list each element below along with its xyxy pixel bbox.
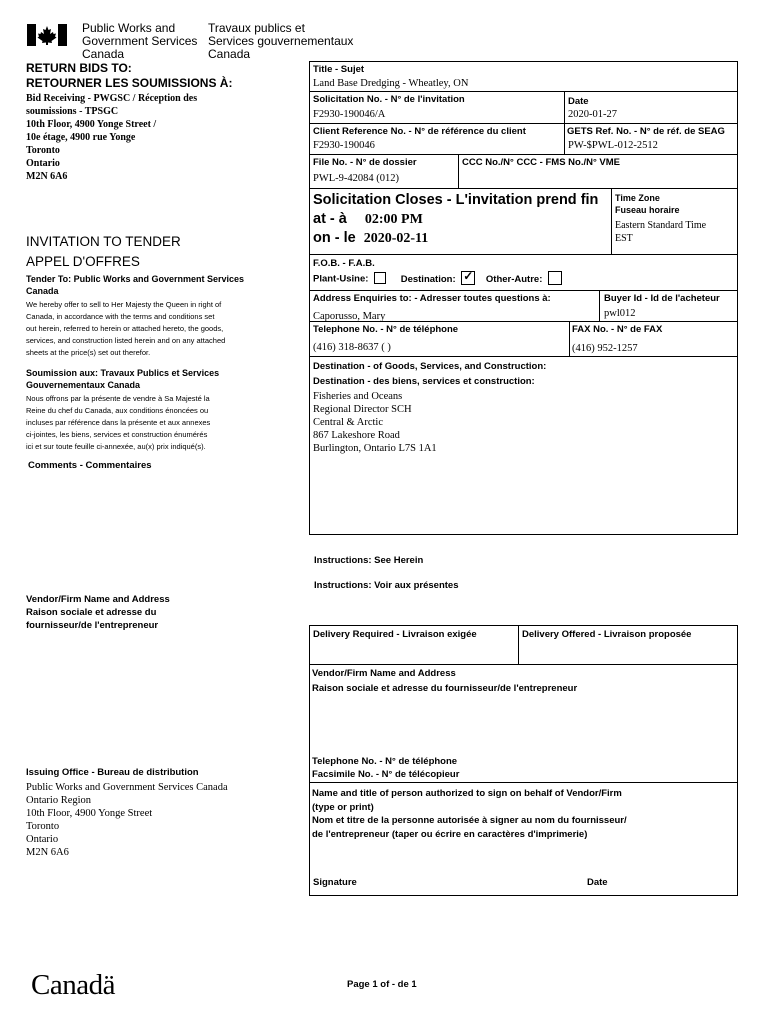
gets-label: GETS Ref. No. - N° de réf. de SEAG [567, 126, 725, 137]
dept-en-line1: Public Works and [82, 21, 176, 35]
vendor-firm-field[interactable] [312, 697, 732, 749]
soumission-line1: Soumission aux: Travaux Publics et Services [26, 368, 220, 378]
return-bids-title [26, 61, 232, 91]
tz-value1: Eastern Standard Time [615, 220, 707, 231]
delivery-required-label: Delivery Required - Livraison exigée [313, 629, 477, 640]
plant-label: Plant-Usine: [313, 273, 369, 285]
divider [309, 782, 738, 783]
plant-checkbox[interactable] [374, 272, 386, 284]
department-name-en [82, 22, 197, 61]
canada-flag-icon [27, 24, 67, 46]
destination-checkbox[interactable] [461, 271, 475, 285]
destination-address [313, 390, 437, 455]
on-value: 2020-02-11 [363, 231, 429, 246]
ccc-label: CCC No./N° CCC - FMS No./N° VME [462, 157, 621, 168]
divider [309, 254, 738, 255]
offer-fr-line: Nous offrons par la présente de vendre à Sa Majesté la [26, 394, 210, 403]
authorized-person-field[interactable] [312, 845, 732, 873]
solicitation-label: Solicitation No. - N° de l'invitation [313, 94, 465, 105]
issuing-line: Ontario Region [26, 795, 92, 806]
return-bids-en: RETURN BIDS TO: [26, 61, 132, 75]
offer-fr-line: ici et sur toute feuille ci-annexée, au(x) prix indiqué(s). [26, 442, 206, 451]
buyer-id-label: Buyer Id - Id de l'acheteur [604, 293, 720, 304]
auth-l3: Nom et titre de la personne autorisée à signer au nom du fournisseur/ [312, 815, 627, 826]
date-value: 2020-01-27 [568, 109, 617, 120]
vendor-left-label [26, 593, 170, 632]
dept-en-line2: Government Services [82, 34, 198, 48]
fob-label: F.O.B. - F.A.B. [313, 258, 375, 269]
vendor-left-l1: Vendor/Firm Name and Address [26, 594, 170, 605]
file-value: PWL-9-42084 (012) [313, 173, 400, 184]
dest-line: Burlington, Ontario L7S 1A1 [313, 443, 437, 454]
at-value: 02:00 PM [364, 212, 423, 227]
return-line: 10th Floor, 4900 Yonge Street / [26, 119, 157, 130]
divider [309, 91, 738, 92]
return-bids-fr: RETOURNER LES SOUMISSIONS À: [26, 76, 233, 90]
tz-label1: Time Zone [615, 193, 660, 203]
vendor-firm-label [312, 666, 577, 696]
divider [309, 356, 738, 357]
other-checkbox[interactable] [548, 271, 562, 285]
vendor-firm-l1: Vendor/Firm Name and Address [312, 668, 456, 679]
issuing-line: Toronto [26, 821, 60, 832]
tender-to-line1: Tender To: Public Works and Government Services [26, 274, 245, 284]
timezone-label [615, 192, 680, 216]
facsimile-label: Facsimile No. - N° de télécopieur [312, 769, 460, 780]
instructions-en: Instructions: See Herein [314, 555, 424, 566]
offer-text-fr [26, 393, 210, 453]
auth-l2: (type or print) [312, 801, 374, 813]
closes-label: Solicitation Closes - L'invitation prend fin [313, 192, 599, 208]
divider [309, 188, 738, 189]
dest-label1: Destination - of Goods, Services, and Construction: [313, 361, 547, 372]
offer-en-line: Canada, in accordance with the terms and conditions set [26, 312, 215, 321]
signature-date-label: Date [587, 877, 608, 888]
closes-on [313, 230, 428, 247]
return-line: Ontario [26, 158, 60, 169]
divider [564, 91, 565, 123]
dest-label2: Destination - des biens, services et construction: [313, 376, 535, 387]
dept-fr-line2: Services gouvernementaux [208, 34, 354, 48]
closes-at [313, 211, 423, 228]
soumission-aux [26, 367, 219, 391]
on-label: on - le [313, 230, 356, 246]
issuing-line: Ontario [26, 834, 59, 845]
offer-fr-line: incluses par référence dans la présente et aux annexes [26, 418, 211, 427]
issuing-office-label: Issuing Office - Bureau de distribution [26, 767, 199, 778]
return-line: Toronto [26, 145, 60, 156]
divider [564, 123, 565, 154]
issuing-line: M2N 6A6 [26, 847, 69, 858]
telephone-value: (416) 318-8637 ( ) [313, 342, 391, 353]
address-enquiries-value: Caporusso, Mary [313, 311, 386, 322]
file-label: File No. - N° de dossier [313, 157, 417, 168]
page-number: Page 1 of - de 1 [347, 979, 417, 990]
dest-line: Central & Arctic [313, 417, 383, 428]
divider [518, 625, 519, 664]
tender-to-line2: Canada [26, 286, 59, 296]
return-line: Bid Receiving - PWGSC / Réception des [26, 93, 198, 104]
issuing-line: Public Works and Government Services Canada [26, 782, 228, 793]
divider [309, 664, 738, 665]
fob-options [313, 269, 562, 286]
divider [309, 290, 738, 291]
divider [611, 188, 612, 254]
client-ref-value: F2930-190046 [313, 140, 375, 151]
return-line: M2N 6A6 [26, 171, 68, 182]
instructions-fr: Instructions: Voir aux présentes [314, 580, 459, 591]
vendor-left-l3: fournisseur/de l'entrepreneur [26, 620, 159, 631]
invitation-title [26, 232, 181, 272]
offer-text-en [26, 299, 225, 359]
dept-fr-line3: Canada [208, 47, 251, 61]
authorized-person-label [312, 787, 627, 841]
other-label: Other-Autre: [485, 273, 543, 285]
gets-value: PW-$PWL-012-2512 [568, 140, 658, 151]
telephone-label: Telephone No. - N° de téléphone [313, 324, 459, 335]
fax-label: FAX No. - N° de FAX [572, 324, 663, 335]
offer-fr-line: ci-jointes, les biens, services et construction énumérés [26, 430, 208, 439]
divider [569, 321, 570, 356]
divider [309, 154, 738, 155]
tel2-label: Telephone No. - N° de téléphone [312, 756, 458, 767]
tz-value2: EST [615, 233, 633, 244]
divider [309, 321, 738, 322]
auth-l4: de l'entrepreneur (taper ou écrire en caractères d'imprimerie) [312, 828, 588, 840]
divider [599, 290, 600, 321]
soumission-line2: Gouvernementaux Canada [26, 380, 141, 390]
divider [458, 154, 459, 188]
dept-fr-line1: Travaux publics et [208, 21, 305, 35]
offer-en-line: services, and construction listed herein and on any attached [26, 336, 226, 345]
delivery-offered-label: Delivery Offered - Livraison proposée [522, 629, 692, 640]
destination-label: Destination: [400, 273, 456, 285]
return-line: soumissions - TPSGC [26, 106, 119, 117]
auth-l1: Name and title of person authorized to sign on behalf of Vendor/Firm [312, 788, 622, 799]
at-label: at - à [313, 211, 347, 227]
vendor-contact-label [312, 755, 459, 781]
canada-wordmark-logo: Canadä [31, 969, 115, 1001]
client-ref-label: Client Reference No. - N° de référence du client [313, 126, 526, 137]
department-name-fr [208, 22, 353, 61]
return-address [26, 92, 197, 183]
offer-en-line: We hereby offer to sell to Her Majesty the Queen in right of [26, 300, 222, 309]
check-mark-icon: ✓ [463, 269, 474, 283]
signature-label: Signature [313, 877, 357, 888]
buyer-id-value: pwl012 [604, 308, 636, 319]
vendor-firm-l2: Raison sociale et adresse du fournisseur/de l'entrepreneur [312, 683, 578, 694]
offer-en-line: sheets at the price(s) set out therefor. [26, 348, 151, 357]
timezone-value [615, 219, 706, 245]
tz-label2: Fuseau horaire [615, 205, 680, 215]
tender-to [26, 273, 244, 297]
address-enquiries-label: Address Enquiries to: - Adresser toutes questions à: [313, 293, 551, 304]
dest-line: Regional Director SCH [313, 404, 412, 415]
return-line: 10e étage, 4900 rue Yonge [26, 132, 136, 143]
fax-value: (416) 952-1257 [572, 343, 638, 354]
dest-line: 867 Lakeshore Road [313, 430, 400, 441]
date-label: Date [568, 96, 589, 107]
dept-en-line3: Canada [82, 47, 125, 61]
destination-goods-label [313, 359, 546, 389]
title-label: Title - Sujet [313, 64, 365, 75]
divider [309, 123, 738, 124]
invitation-title-en: INVITATION TO TENDER [26, 234, 181, 249]
vendor-left-l2: Raison sociale et adresse du [26, 607, 157, 618]
solicitation-value: F2930-190046/A [313, 109, 386, 120]
title-value: Land Base Dredging - Wheatley, ON [313, 78, 469, 89]
invitation-title-fr: APPEL D'OFFRES [26, 254, 140, 269]
offer-en-line: out herein, referred to herein or attached hereto, the goods, [26, 324, 224, 333]
dest-line: Fisheries and Oceans [313, 391, 403, 402]
comments-label: Comments - Commentaires [28, 460, 152, 471]
offer-fr-line: Reine du chef du Canada, aux conditions énoncées ou [26, 406, 209, 415]
issuing-office-address [26, 781, 228, 859]
issuing-line: 10th Floor, 4900 Yonge Street [26, 808, 153, 819]
